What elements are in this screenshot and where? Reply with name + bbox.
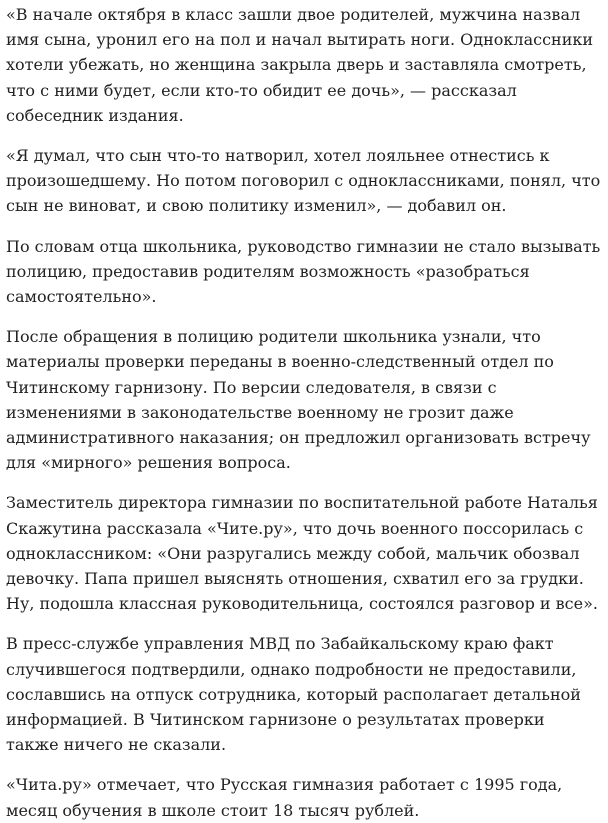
article-paragraph-4: После обращения в полицию родители школьника узнали, что материалы проверки переданы в военно-следственный отдел по Читинскому гарнизону. По версии следователя, в связи с изменениями в законодательстве военному не грозит даже административного наказания; он предложил организовать встречу для «мирного» решения вопроса. xyxy=(6,327,591,473)
article-paragraph-2: «Я думал, что сын что-то натворил, хотел лояльнее отнестись к произошедшему. Но потом поговорил с одноклассниками, понял, что сын не виноват, и свою политику изменил», — добавил он. xyxy=(6,146,601,216)
article-paragraph-5: Заместитель директора гимназии по воспитательной работе Наталья Скажутина рассказала «Чите.ру», что дочь военного поссорилась с одноклассником: «Они разругались между собой, мальчик обозвал девочку. Папа пришел выяснять отношения, схватил его за грудки. Ну, подошла классная руководительница, состоялся разговор и все». xyxy=(6,493,598,614)
article-paragraph-1: «В начале октября в класс зашли двое родителей, мужчина назвал имя сына, уронил его на пол и начал вытирать ноги. Одноклассники хотели убежать, но женщина закрыла дверь и заставляла смотреть, что с ними будет, если кто-то обидит ее дочь», — рассказал собеседник издания. xyxy=(6,5,594,125)
article-paragraph-6: В пресс-службе управления МВД по Забайкальскому краю факт случившегося подтвердили, однако подробности не предоставили, сославшись на отпуск сотрудника, который располагает детальной информацией. В Читинском гарнизоне о результатах проверки также ничего не сказали. xyxy=(6,634,581,755)
article-paragraph-7: «Чита.ру» отмечает, что Русская гимназия работает с 1995 года, месяц обучения в школе стоит 18 тысяч рублей. xyxy=(6,775,563,820)
article-paragraph-3: По словам отца школьника, руководство гимназии не стало вызывать полицию, предоставив родителям возможность «разобраться самостоятельно». xyxy=(6,236,601,307)
